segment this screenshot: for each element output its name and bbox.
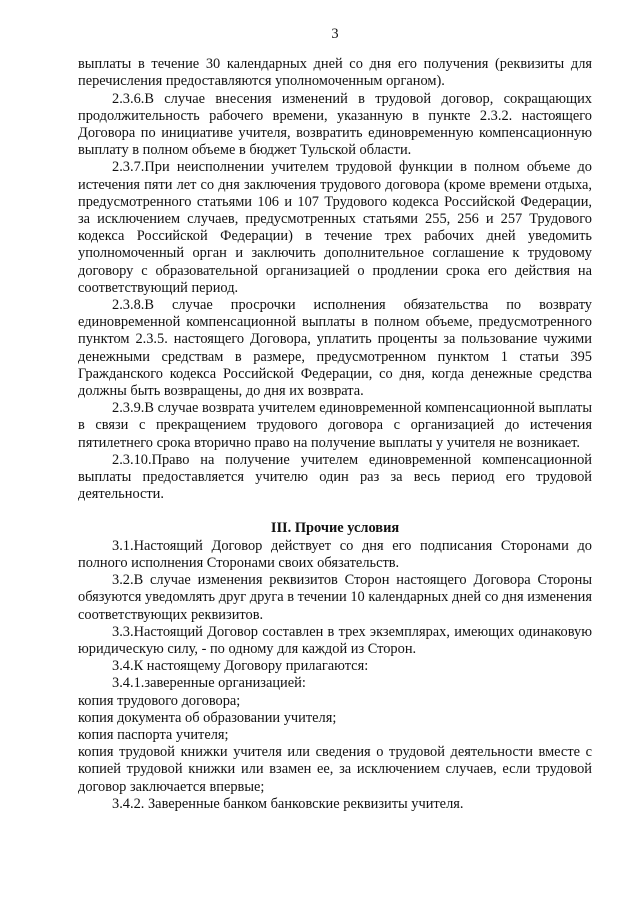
section-2-continuation <box>78 56 592 503</box>
page-number: 3 <box>331 26 339 42</box>
paragraph-2-3-8: 2.3.8.В случае просрочки исполнения обязательства по возврату единовременной компенсационной выплаты в полном объеме, предусмотренного пунктом 2.3.5. настоящего Договора, уплатить проценты за пользование чужими денежными средствам в размере, предусмотренном пунктом 1 статьи 395 Гражданского кодекса Российской Федерации, со дня, когда денежные средства должны быть возвращены, до дня их возврата. <box>78 297 592 400</box>
paragraph: выплаты в течение 30 календарных дней со дня его получения (реквизиты для перечисления предоставляются уполномоченным органом). <box>78 56 592 90</box>
paragraph-3-4: 3.4.К настоящему Договору прилагаются: <box>112 658 369 675</box>
list-item: копия трудового договора; <box>78 692 241 709</box>
paragraph-3-4-1: 3.4.1.заверенные организацией: <box>112 675 306 692</box>
section-3 <box>78 538 592 813</box>
paragraph-3-3: 3.3.Настоящий Договор составлен в трех экземплярах, имеющих одинаковую юридическую силу, - по одному для каждой из Сторон. <box>78 623 592 657</box>
paragraph-3-4-2: 3.4.2. Заверенные банком банковские реквизиты учителя. <box>112 795 464 812</box>
section-title: III. Прочие условия <box>270 520 400 537</box>
paragraph-3-1: 3.1.Настоящий Договор действует со дня его подписания Сторонами до полного исполнения Сторонами своих обязательств. <box>78 537 592 571</box>
list-item: копия документа об образовании учителя; <box>78 709 337 726</box>
paragraph-2-3-6: 2.3.6.В случае внесения изменений в трудовой договор, сокращающих продолжительность рабочего времени, указанную в пункте 2.3.2. настоящего Договора по инициативе учителя, возвратить единовременную компенсационную выплату в полном объеме в бюджет Тульской области. <box>78 90 592 159</box>
paragraph-2-3-9: 2.3.9.В случае возврата учителем единовременной компенсационной выплаты в связи с прекращением трудового договора с организацией до истечения пятилетнего срока вторично право на получение выплаты у учителя не возникает. <box>78 400 592 451</box>
paragraph-3-2: 3.2.В случае изменения реквизитов Сторон настоящего Договора Стороны обязуются уведомлять друг друга в течении 10 календарных дней со дня изменения соответствующих реквизитов. <box>78 572 592 623</box>
list-item: копия трудовой книжки учителя или сведения о трудовой деятельности вместе с копией трудовой книжки или взамен ее, за исключением случаев, если трудовой договор заключается впервые; <box>78 744 592 795</box>
paragraph-2-3-7: 2.3.7.При неисполнении учителем трудовой функции в полном объеме до истечения пяти лет со дня заключения трудового договора (кроме времени отдыха, предусмотренного статьями 106 и 107 Трудового кодекса Российской Федерации, за исключением случаев, предусмотренных статьями 255, 256 и 257 Трудового кодекса Российской Федерации) в течение трех рабочих дней уведомить уполномоченный орган и заключить дополнительное соглашение к трудовому договору с образовательной организацией о продлении срока его действия на соответствующий период. <box>78 159 592 296</box>
list-item: копия паспорта учителя; <box>78 726 229 743</box>
paragraph-2-3-10: 2.3.10.Право на получение учителем единовременной компенсационной выплаты предоставляется учителю один раз за весь период его трудовой деятельности. <box>78 451 592 503</box>
